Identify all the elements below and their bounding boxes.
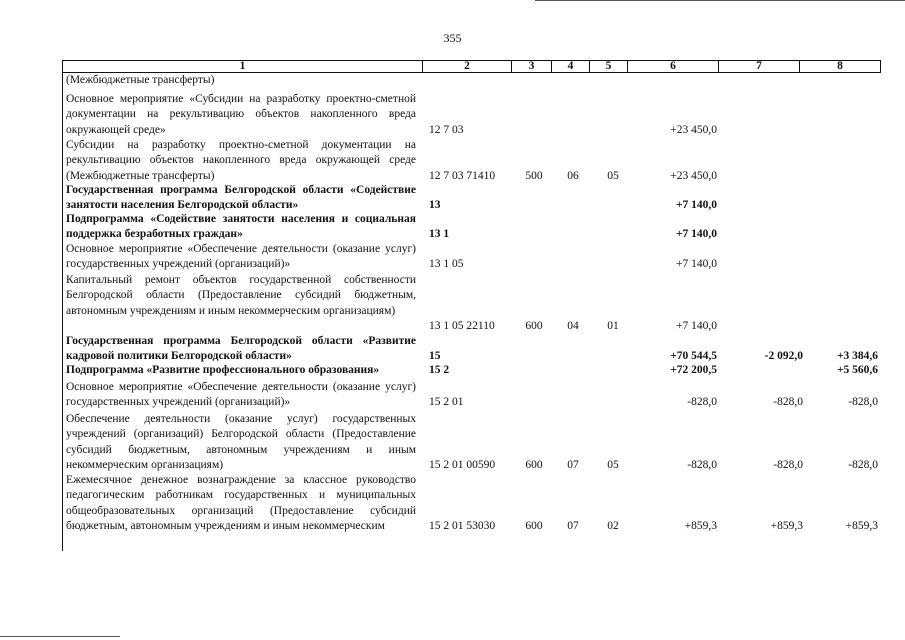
row-code: 13 1 05: [429, 258, 464, 271]
row-vr: 500: [525, 169, 543, 182]
row-name: Основное мероприятие «Обеспечение деятельности (оказание услуг) государственных учреждений (организаций)»: [66, 381, 416, 409]
row-code: 13: [429, 199, 441, 212]
table-row: [0, 183, 905, 214]
column-header-2: 2: [423, 61, 512, 72]
column-header-3: 3: [512, 61, 552, 72]
row-amount-col7: -2 092,0: [764, 350, 803, 363]
row-pr: 05: [607, 458, 619, 471]
row-vr: 600: [525, 519, 543, 532]
row-amount-col7: +859,3: [770, 519, 803, 532]
row-amount-col6: +72 200,5: [670, 364, 717, 376]
row-amount-col6: -828,0: [687, 396, 717, 409]
row-vr: 600: [525, 319, 543, 332]
table-row: [0, 273, 905, 334]
column-header-1: 1: [63, 61, 423, 72]
scan-edge-line: [535, 0, 905, 1]
row-name: Государственная программа Белгородской области «Развитие кадровой политики Белгородской области»: [66, 335, 416, 363]
row-amount-col6: +23 450,0: [670, 123, 717, 136]
column-header-4: 4: [552, 61, 590, 72]
table-row: [0, 363, 905, 378]
table-row: [0, 242, 905, 273]
row-code: 12 7 03 71410: [429, 169, 496, 182]
row-amount-col6: +70 544,5: [670, 350, 717, 363]
row-name: Субсидии на разработку проектно-сметной документации на рекультивацию объектов накопленного вреда окружающей среде (Межбюджетные трансферты): [66, 139, 416, 182]
row-name: Подпрограмма «Развитие профессионального образования»: [66, 364, 380, 376]
row-amount-col8: +3 384,6: [836, 350, 878, 363]
row-amount-col8: +5 560,6: [836, 364, 878, 376]
row-rz: 06: [567, 169, 579, 182]
page-number: 355: [443, 31, 462, 45]
row-name: Подпрограмма «Содействие занятости населения и социальная поддержка безработных граждан»: [66, 213, 416, 241]
row-amount-col6: +859,3: [684, 519, 717, 532]
table-row: [0, 473, 905, 534]
row-amount-col6: +7 140,0: [676, 319, 717, 332]
row-amount-col7: -828,0: [773, 458, 803, 471]
row-code: 15: [429, 350, 441, 363]
row-amount-col6: +23 450,0: [670, 169, 717, 182]
row-rz: 07: [567, 519, 579, 532]
row-code: 15 2 01 00590: [429, 458, 496, 471]
row-amount-col6: +7 140,0: [676, 258, 717, 271]
row-rz: 04: [567, 319, 579, 332]
table-row: [0, 212, 905, 243]
row-code: 13 1: [429, 228, 450, 241]
row-code: 12 7 03: [429, 123, 464, 136]
row-pr: 02: [607, 519, 619, 532]
row-pr: 05: [607, 169, 619, 182]
row-name: Капитальный ремонт объектов государственной собственности Белгородской области (Предоставление субсидий бюджетным, автономным учреждениям и иным некоммерческим организациям): [66, 274, 416, 317]
row-amount-col8: -828,0: [848, 396, 878, 409]
row-code: 15 2: [429, 364, 450, 376]
column-header-5: 5: [590, 61, 628, 72]
row-name: (Межбюджетные трансферты): [66, 74, 215, 86]
row-code: 15 2 01: [429, 396, 464, 409]
table-row: [0, 412, 905, 473]
row-name: Государственная программа Белгородской области «Содействие занятости населения Белгородской области»: [66, 184, 416, 212]
row-name: Обеспечение деятельности (оказание услуг) государственных учреждений (организаций) Белгородской области (Предоставление субсидий бюджетным, автономным учреждениям и иным некоммерческим организациям): [66, 413, 416, 471]
table-row: [0, 73, 905, 88]
row-amount-col6: +7 140,0: [675, 199, 717, 212]
row-amount-col6: +7 140,0: [675, 228, 717, 241]
row-code: 15 2 01 53030: [429, 519, 496, 532]
row-amount-col8: -828,0: [848, 458, 878, 471]
row-name: Ежемесячное денежное вознаграждение за классное руководство педагогическим работникам государственных и муниципальных общеобразовательных организаций (Предоставление субсидий бюджетным, автономным учреждениям и иным некоммерческим: [66, 474, 416, 532]
row-name: Основное мероприятие «Субсидии на разработку проектно-сметной документации на рекультивацию объектов накопленного вреда окружающей среде»: [66, 93, 416, 136]
table-row: [0, 334, 905, 365]
table-row: [0, 380, 905, 411]
table-row: [0, 138, 905, 184]
row-vr: 600: [525, 458, 543, 471]
column-header-6: 6: [628, 61, 719, 72]
column-header-7: 7: [719, 61, 800, 72]
column-header-8: 8: [837, 60, 843, 72]
row-name: Основное мероприятие «Обеспечение деятельности (оказание услуг) государственных учреждений (организаций)»: [66, 243, 416, 271]
row-pr: 01: [607, 319, 619, 332]
row-amount-col6: -828,0: [687, 458, 717, 471]
row-rz: 07: [567, 458, 579, 471]
row-code: 13 1 05 22110: [429, 319, 495, 332]
row-amount-col7: -828,0: [773, 396, 803, 409]
scan-edge-line: [0, 636, 120, 637]
table-row: [0, 92, 905, 138]
table-header: [62, 60, 881, 73]
row-amount-col8: +859,3: [845, 519, 878, 532]
